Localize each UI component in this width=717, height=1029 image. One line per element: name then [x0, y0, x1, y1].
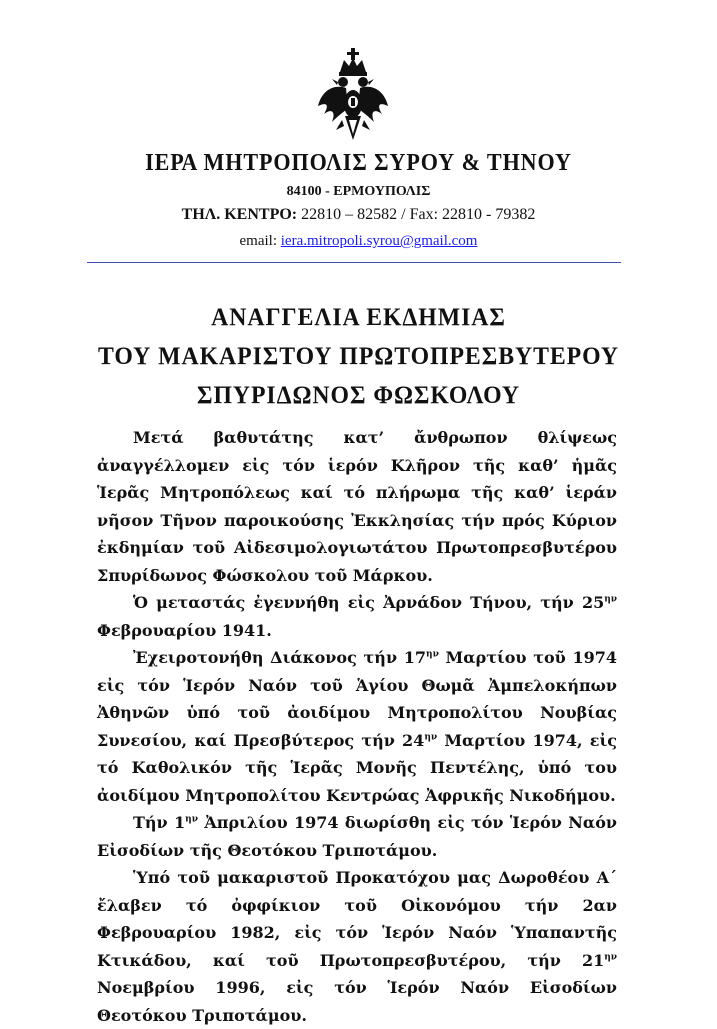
paragraph-4-text-end: Ἀπριλίου 1974 διωρίσθη εἰς τόν Ἱερόν Ναόν Εἰσοδίων τῆς Θεοτόκου Τριποτάμου.: [97, 813, 618, 860]
paragraph-3: [97, 644, 617, 809]
paragraph-3-text-mid: Μαρτίου τοῦ 1974 εἰς τόν Ἱερόν Ναόν τοῦ Ἁγίου Θωμᾶ Ἀμπελοκήπων Ἀθηνῶν ὑπό τοῦ ἀοιδίμου Μητροπολίτου Νουβίας Συνεσίου, καί Πρεσβύτερος τήν 24: [97, 648, 617, 750]
document-title-line-2: ΤΟΥ ΜΑΚΑΡΙΣΤΟΥ ΠΡΩΤΟΠΡΕΣΒΥΤΕΡΟΥ: [97, 343, 620, 370]
document-title-line-1: ΑΝΑΓΓΕΛΙΑ ΕΚΔΗΜΙΑΣ: [211, 304, 506, 331]
ordinal-suffix: ην: [424, 732, 438, 743]
header-divider: [87, 262, 621, 263]
paragraph-5: [97, 864, 617, 1029]
ordinal-suffix: ην: [185, 814, 198, 825]
document-title-line-3: ΣΠΥΡΙΔΩΝΟΣ ΦΩΣΚΟΛΟΥ: [196, 382, 521, 409]
paragraph-4-text: Τήν 1: [133, 813, 186, 832]
phone-label: ΤΗΛ. ΚΕΝΤΡΟ:: [181, 206, 298, 223]
announcement-body: [97, 424, 617, 1029]
email-label: email:: [239, 233, 281, 249]
paragraph-3-text-end: Μαρτίου 1974, εἰς τό Καθολικόν τῆς Ἱερᾶς Μονῆς Πεντέλης, ὑπό του ἀοιδίμου Μητροπολίτου Κεντρώας Ἀφρικῆς Νικοδήμου.: [97, 730, 618, 805]
paragraph-2-text-end: Φεβρουαρίου 1941.: [97, 620, 272, 640]
ordinal-suffix: ην: [426, 649, 439, 660]
paragraph-1: Μετά βαθυτάτης κατ’ ἄνθρωπον θλίψεως ἀναγγέλλομεν εἰς τόν ἱερόν Κλῆρον τῆς καθ’ ἡμᾶς Ἱερᾶς Μητροπόλεως καί τό πλήρωμα τῆς καθ’ ἱεράν νῆσον Τῆνον παροικούσης Ἐκκλησίας τήν πρός Κύριον ἐκδημίαν τοῦ Αἰδεσιμολογιωτάτου Πρωτοπρεσβυτέρου Σπυρίδωνος Φώσκολου τοῦ Μάρκου.: [97, 428, 617, 585]
double-headed-eagle-emblem-icon: [316, 46, 390, 144]
email-line: [0, 233, 717, 250]
paragraph-4: [97, 809, 617, 864]
paragraph-2: [97, 589, 617, 644]
paragraph-2-text: Ὁ μεταστάς ἐγεννήθη εἰς Ἀρνάδον Τήνου, τήν 25: [133, 593, 605, 612]
postal-address: 84100 - ΕΡΜΟΥΠΟΛΙΣ: [286, 184, 431, 199]
phone-line: [0, 206, 717, 224]
phone-numbers: 22810 – 82582 / Fax: 22810 - 79382: [297, 206, 536, 223]
paragraph-5-text-end: Νοεμβρίου 1996, εἰς τόν Ἱερόν Ναόν Εἰσοδίων Θεοτόκου Τριποτάμου.: [97, 978, 617, 1025]
email-link[interactable]: iera.mitropoli.syrou@gmail.com: [280, 233, 478, 249]
ordinal-suffix: ην: [604, 952, 617, 963]
paragraph-3-text: Ἐχειροτονήθη Διάκονος τήν 17: [133, 648, 427, 667]
organization-name: ΙΕΡΑ ΜΗΤΡΟΠΟΛΙΣ ΣΥΡΟΥ & ΤΗΝΟΥ: [145, 150, 572, 176]
ordinal-suffix: ην: [604, 594, 617, 605]
paragraph-5-text: Ὑπό τοῦ μακαριστοῦ Προκατόχου μας Δωροθέου Α΄ ἔλαβεν τό ὀφφίκιον τοῦ Οἰκονόμου τήν 2αν Φεβρουαρίου 1982, εἰς τόν Ἱερόν Ναόν Ὑπαπαντῆς Κτικάδου, καί τοῦ Πρωτοπρεσβυτέρου, τήν 21: [97, 868, 617, 970]
